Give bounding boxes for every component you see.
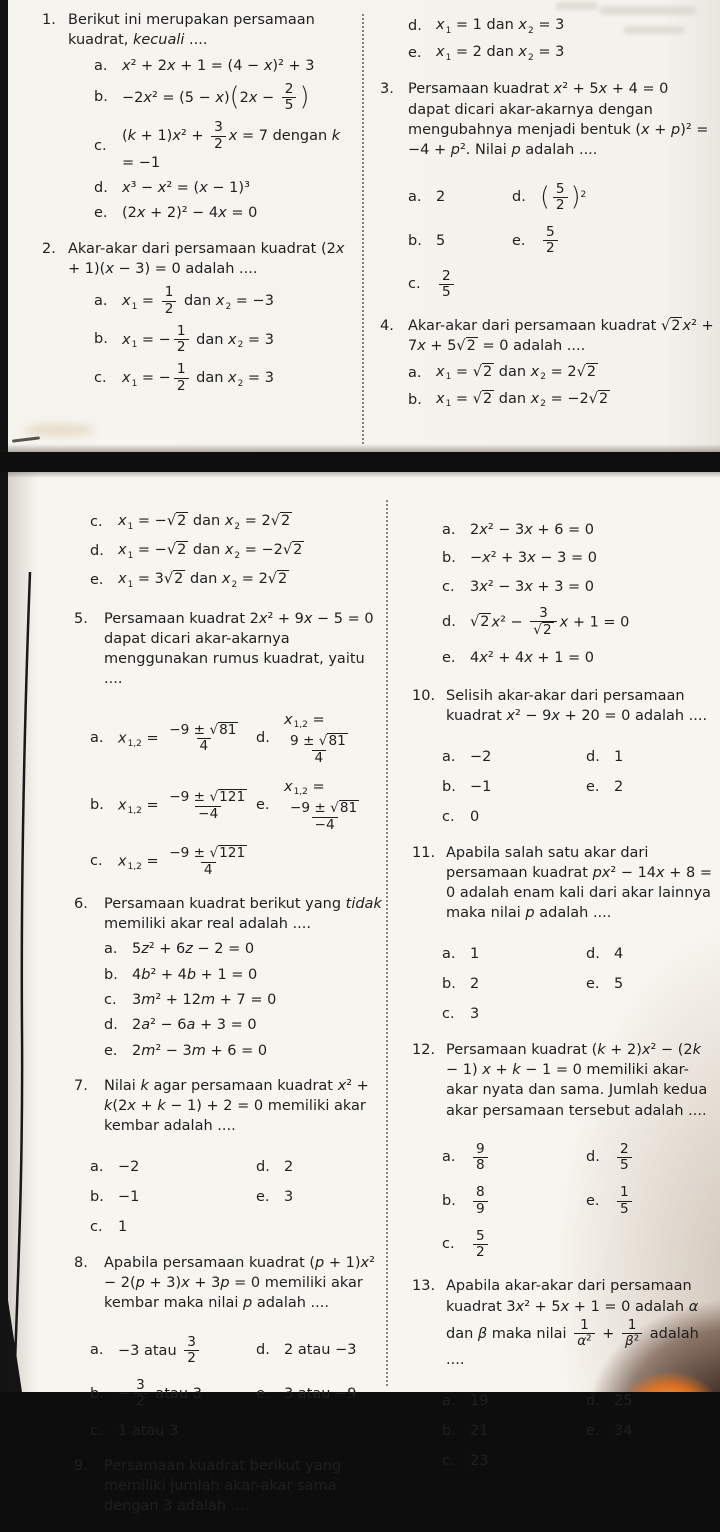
- option-label: c.: [442, 1236, 455, 1253]
- question-number: 11.: [412, 844, 436, 861]
- question-number: 5.: [74, 610, 88, 627]
- option-label: d.: [408, 17, 422, 34]
- option-formula: $x_{1,2}$ = $\frac{9 \pm √81}{4}$: [284, 711, 346, 766]
- option-label: e.: [586, 1192, 600, 1209]
- option-formula: (k + 1)x² + $\frac{3}{2}$ x = 7 dengan k = −1: [122, 119, 341, 171]
- option: [442, 1141, 586, 1175]
- option: [512, 224, 714, 258]
- option-label: c.: [90, 1219, 103, 1236]
- option-label: a.: [104, 941, 118, 958]
- question-text: Apabila akar-akar dari persamaan kuadrat 3x² + 5x + 1 = 0 adalah α dan β maka nilai $\frac{1}{\text{α²}}$ + $\frac{1}{\text{β²}}$ adalah ....: [446, 1278, 699, 1369]
- option: [408, 15, 714, 37]
- option-label: d.: [512, 189, 526, 206]
- option: [90, 540, 384, 562]
- option-label: a.: [408, 189, 422, 206]
- option-label: d.: [256, 1158, 270, 1175]
- question-3-options: [408, 176, 714, 307]
- option: [442, 520, 716, 540]
- option-label: a.: [442, 1149, 456, 1166]
- question-text: Akar-akar dari persamaan kuadrat (2x + 1)(x − 3) = 0 adalah ....: [68, 240, 345, 278]
- option-formula: −3 atau $\frac{3}{2}$: [118, 1334, 256, 1368]
- option-label: e.: [256, 1385, 270, 1402]
- option-formula: $x_{1,2}$ = $\frac{-9 \pm √81}{-4}$: [284, 778, 358, 833]
- question-text: Persamaan kuadrat berikut yang tidak memiliki akar real adalah ....: [104, 895, 382, 933]
- page-2-photo: [8, 472, 720, 1515]
- option: [512, 181, 714, 215]
- option: [94, 119, 356, 173]
- option: [442, 548, 716, 568]
- option: [90, 1334, 256, 1368]
- question-5-options: [90, 705, 384, 884]
- question-number: 3.: [380, 81, 394, 98]
- option-formula: (2x + 2)² − 4x = 0: [122, 205, 258, 222]
- option-label: e.: [408, 45, 422, 62]
- option-label: d.: [94, 180, 108, 197]
- option-label: c.: [90, 513, 103, 530]
- question-2: [42, 239, 356, 400]
- option-label: a.: [442, 1392, 456, 1409]
- option-formula: 19: [470, 1392, 489, 1409]
- option: [442, 1391, 586, 1411]
- option-label: b.: [442, 1192, 456, 1209]
- option-label: c.: [442, 578, 455, 595]
- option-formula: $x_1$ = − $\frac{1}{2}$ dan $x_2 = 3$: [122, 361, 274, 394]
- question-8: [74, 1253, 384, 1319]
- option-label: e.: [586, 1423, 600, 1440]
- option-formula: 4b² + 4b + 1 = 0: [132, 966, 258, 983]
- question-5: [74, 609, 384, 695]
- question-11-options: [442, 939, 716, 1030]
- option: [104, 1041, 384, 1061]
- question-text: Nilai k agar persamaan kuadrat x² + k(2x + k − 1) + 2 = 0 memiliki akar kembar adalah ....: [104, 1077, 369, 1135]
- option-label: a.: [442, 748, 456, 765]
- option-formula: $x_{1,2}$ = $\frac{-9 \pm √121}{4}$: [118, 844, 246, 878]
- option-label: d.: [586, 748, 600, 765]
- option: [256, 1157, 384, 1177]
- option-formula: 2a² − 6a + 3 = 0: [132, 1017, 257, 1034]
- option-label: a.: [408, 364, 422, 381]
- option-label: e.: [256, 797, 270, 814]
- option: [442, 944, 586, 964]
- option: [586, 1421, 716, 1441]
- question-4: [380, 316, 714, 416]
- option-label: c.: [94, 369, 107, 386]
- option-formula: 1: [118, 1219, 128, 1236]
- page1-right-column: [380, 10, 714, 426]
- option-formula: 23: [470, 1453, 489, 1470]
- option-formula: $x_1 = -√2$ dan $x_2 = -2√2$: [118, 542, 303, 561]
- pencil-smudge: [24, 424, 94, 436]
- question-1: [42, 10, 356, 229]
- option-label: c.: [90, 1422, 103, 1439]
- question-10: [412, 686, 716, 732]
- option-formula: $\frac{2}{5}$: [436, 268, 512, 302]
- question-number: 9.: [74, 1457, 88, 1474]
- option: [94, 323, 356, 357]
- option-formula: − $\frac{3}{2}$ atau 3: [118, 1377, 202, 1410]
- question-text: Persamaan kuadrat x² + 5x + 4 = 0 dapat dicari akar-akarnya dengan mengubahnya menjadi bentuk (x + p)² = −4 + p². Nilai p adalah ....: [408, 81, 709, 159]
- question-8-options: [90, 1329, 384, 1446]
- option-label: b.: [90, 1385, 104, 1402]
- question-text: Persamaan kuadrat (k + 2)x² − (2k − 1) x + k − 1 = 0 memiliki akar-akar nyata dan sama. Jumlah kedua akar persamaan tersebut adalah ....: [446, 1041, 708, 1119]
- question-7-options: [90, 1152, 384, 1243]
- question-2-options-continued: [380, 10, 714, 69]
- option-formula: $x_1 = 3√2$ dan $x_2 = 2√2$: [118, 571, 288, 590]
- option-formula: −2x² = (5 − x)(2x − $\frac{2}{5}$ ): [122, 80, 310, 114]
- option-label: d.: [586, 1392, 600, 1409]
- question-number: 1.: [42, 12, 56, 28]
- option: [104, 1015, 384, 1035]
- option-label: c.: [104, 991, 117, 1008]
- option-formula: 2: [284, 1158, 294, 1175]
- option-formula: 1: [470, 945, 480, 962]
- option: [90, 844, 256, 879]
- option: [442, 1004, 586, 1024]
- question-text: Persamaan kuadrat 2x² + 9x − 5 = 0 dapat dicari akar-akarnya menggunakan rumus kuadrat, yaitu ....: [104, 610, 374, 688]
- option-formula: $x_1$ = − $\frac{1}{2}$ dan $x_2 = 3$: [122, 322, 274, 356]
- option: [586, 1184, 716, 1218]
- option: [586, 1141, 716, 1175]
- option: [256, 1377, 384, 1411]
- option-formula: 4x² + 4x + 1 = 0: [470, 649, 595, 666]
- option-label: c.: [408, 276, 421, 293]
- option: [408, 362, 714, 384]
- option-formula: 1 atau 3: [118, 1422, 179, 1439]
- option-label: d.: [586, 1149, 600, 1166]
- option-formula: 4: [614, 945, 624, 962]
- question-12: [412, 1040, 716, 1126]
- option-label: a.: [90, 730, 104, 747]
- page-gap-band: [0, 452, 720, 472]
- option: [256, 1187, 384, 1207]
- option: [90, 1377, 256, 1411]
- option-label: e.: [586, 976, 600, 993]
- option-label: a.: [442, 522, 456, 538]
- option: [256, 777, 384, 834]
- question-text: Berikut ini merupakan persamaan kuadrat, kecuali ....: [68, 12, 315, 49]
- option-label: b.: [442, 976, 456, 993]
- question-text: Selisih akar-akar dari persamaan kuadrat x² − 9x + 20 = 0 adalah ....: [446, 688, 708, 725]
- option: [90, 1157, 256, 1177]
- option-formula: −1: [118, 1189, 140, 1206]
- option-formula: 2m² − 3m + 6 = 0: [132, 1042, 268, 1059]
- ink-dash-smudge: [12, 436, 40, 442]
- option-label: d.: [104, 1017, 118, 1034]
- option-formula: $\frac{2}{5}$: [614, 1141, 716, 1175]
- option-formula: 3: [470, 1006, 480, 1023]
- question-4-options-continued: [74, 504, 384, 599]
- option-formula: $x_1 = 2$ dan $x_2 = 3$: [436, 44, 565, 63]
- option-label: e.: [94, 205, 108, 222]
- option: [442, 974, 586, 994]
- option: [104, 990, 384, 1010]
- option-label: e.: [586, 778, 600, 795]
- option: [586, 974, 716, 994]
- option-formula: √2 x² − $\frac{3}{√2}$ x + 1 = 0: [470, 604, 630, 639]
- option: [442, 1228, 586, 1262]
- option-label: a.: [442, 945, 456, 962]
- option-label: b.: [94, 89, 108, 106]
- option-label: c.: [90, 853, 103, 870]
- option-formula: 2 atau −3: [284, 1342, 357, 1359]
- option-label: b.: [90, 1189, 104, 1206]
- option-label: e.: [104, 1042, 118, 1059]
- question-9-options-continued: [412, 512, 716, 676]
- option-label: b.: [94, 331, 108, 348]
- option: [442, 605, 716, 640]
- page2-right-column: [412, 512, 716, 1477]
- question-number: 6.: [74, 895, 88, 912]
- question-text: Persamaan kuadrat berikut yang memiliki jumlah akar-akar sama dengan 3 adalah ....: [104, 1457, 342, 1515]
- column-divider: [362, 14, 364, 444]
- question-number: 12.: [412, 1041, 436, 1058]
- question-11: [412, 843, 716, 929]
- option-label: d.: [586, 945, 600, 962]
- option: [408, 389, 714, 411]
- option-formula: $x_1$ = $\frac{1}{2}$ dan $x_2 = -3$: [122, 284, 274, 317]
- option-label: b.: [442, 550, 456, 567]
- question-13: [412, 1276, 716, 1375]
- option: [442, 747, 586, 767]
- option: [586, 747, 716, 767]
- option-formula: 2: [470, 976, 480, 993]
- option: [442, 1184, 586, 1218]
- page2-left-column: [74, 504, 384, 1532]
- question-3: [380, 79, 714, 165]
- question-number: 8.: [74, 1254, 88, 1271]
- book-gutter-shadow: [8, 472, 42, 1392]
- option-label: b.: [90, 797, 104, 814]
- option-formula: −1: [470, 778, 492, 795]
- option: [94, 361, 356, 395]
- option: [408, 42, 714, 64]
- option-label: e.: [90, 572, 104, 589]
- option-label: e.: [256, 1189, 270, 1206]
- option-formula: 5: [614, 976, 624, 993]
- option-formula: $\frac{5}{2}$: [540, 224, 714, 258]
- option: [104, 965, 384, 985]
- option-formula: $\frac{8}{9}$: [470, 1184, 586, 1218]
- page1-left-column: [42, 10, 356, 410]
- option: [442, 807, 586, 827]
- option-label: d.: [256, 1342, 270, 1359]
- option: [442, 1451, 586, 1471]
- option: [90, 1187, 256, 1207]
- option-label: d.: [256, 730, 270, 747]
- option: [104, 939, 384, 959]
- option-formula: −2: [470, 748, 492, 765]
- option-formula: $x_{1,2}$ = $\frac{-9 \pm √81}{4}$: [118, 721, 237, 755]
- option: [442, 577, 716, 597]
- option-label: d.: [442, 614, 456, 631]
- question-13-options: [442, 1386, 716, 1477]
- option-formula: 2: [436, 189, 446, 206]
- option-formula: x² + 2x + 1 = (4 − x)² + 3: [122, 57, 315, 74]
- question-10-options: [442, 742, 716, 833]
- option-formula: 3m² + 12m + 7 = 0: [132, 991, 277, 1008]
- option-formula: $x_1 = 1$ dan $x_2 = 3$: [436, 17, 565, 36]
- question-9: [74, 1456, 384, 1522]
- option-formula: 1: [614, 748, 624, 765]
- column-divider: [386, 500, 388, 1386]
- option-formula: 34: [614, 1423, 633, 1440]
- option-label: e.: [442, 649, 456, 666]
- option-label: c.: [442, 809, 455, 826]
- option-label: a.: [94, 292, 108, 309]
- option-label: b.: [104, 966, 118, 983]
- option: [90, 1421, 256, 1441]
- option-formula: 5z² + 6z − 2 = 0: [132, 941, 255, 958]
- question-6: [74, 894, 384, 1066]
- option-formula: x³ − x² = (x − 1)³: [122, 180, 250, 197]
- option: [408, 268, 512, 302]
- option-label: b.: [442, 1423, 456, 1440]
- option-formula: 2x² − 3x + 6 = 0: [470, 522, 595, 538]
- option: [586, 944, 716, 964]
- option: [90, 710, 256, 767]
- question-text: Apabila salah satu akar dari persamaan kuadrat px² − 14x + 8 = 0 adalah enam kali dari akar lainnya maka nilai p adalah ....: [446, 844, 712, 922]
- option-formula: 21: [470, 1423, 489, 1440]
- option-label: a.: [90, 1342, 104, 1359]
- option-label: c.: [442, 1006, 455, 1023]
- question-number: 4.: [380, 318, 394, 335]
- option: [90, 777, 256, 834]
- option-formula: −x² + 3x − 3 = 0: [470, 550, 597, 567]
- option: [90, 1217, 256, 1237]
- option-formula: $x_1 = √2$ dan $x_2 = -2√2$: [436, 390, 609, 410]
- option: [256, 710, 384, 767]
- option-formula: 3: [284, 1189, 294, 1206]
- option: [94, 178, 356, 198]
- question-number: 2.: [42, 240, 56, 257]
- option-formula: $\frac{1}{5}$: [614, 1184, 716, 1218]
- option-label: a.: [94, 57, 108, 74]
- option-formula: 0: [470, 809, 480, 826]
- option-formula: ( $\frac{5}{2}$ )$^2$: [540, 180, 587, 213]
- option: [90, 569, 384, 591]
- question-text: Akar-akar dari persamaan kuadrat √2 x² + 7x + 5√2 = 0 adalah ....: [408, 318, 714, 355]
- option-label: d.: [90, 543, 104, 560]
- option: [442, 1421, 586, 1441]
- question-number: 10.: [412, 688, 436, 705]
- question-text: Apabila persamaan kuadrat (p + 1)x² − 2(p + 3)x + 3p = 0 memiliki akar kembar maka nilai p adalah ....: [104, 1254, 375, 1312]
- option-formula: 5: [436, 232, 446, 249]
- option: [94, 56, 356, 76]
- option: [94, 284, 356, 318]
- option-formula: $x_1 = √2$ dan $x_2 = 2√2$: [436, 363, 597, 383]
- ink-bleed-ghost: [556, 2, 598, 10]
- option-formula: $\frac{9}{8}$: [470, 1141, 586, 1175]
- option: [442, 648, 716, 668]
- option-formula: 3 atau −9: [284, 1385, 357, 1402]
- question-12-options: [442, 1136, 716, 1267]
- option-formula: 25: [614, 1392, 633, 1409]
- option: [94, 203, 356, 223]
- option: [586, 1391, 716, 1411]
- option: [90, 511, 384, 533]
- question-number: 13.: [412, 1278, 436, 1295]
- option-formula: $x_1 = -√2$ dan $x_2 = 2√2$: [118, 513, 291, 532]
- option: [408, 181, 512, 215]
- question-7: [74, 1076, 384, 1142]
- option-label: b.: [442, 778, 456, 795]
- page-1-photo: [8, 0, 720, 452]
- option: [408, 224, 512, 258]
- option-label: e.: [512, 232, 526, 249]
- option-label: b.: [408, 391, 422, 408]
- option: [442, 777, 586, 797]
- option: [586, 777, 716, 797]
- option-formula: −2: [118, 1158, 140, 1175]
- option-label: a.: [90, 1158, 104, 1175]
- option-formula: $x_{1,2}$ = $\frac{-9 \pm √121}{-4}$: [118, 788, 246, 822]
- option: [256, 1334, 384, 1368]
- option-formula: $\frac{5}{2}$: [470, 1228, 586, 1262]
- option-label: c.: [94, 138, 107, 155]
- option: [94, 81, 356, 115]
- option-formula: 2: [614, 778, 624, 795]
- option-label: c.: [442, 1453, 455, 1470]
- option-formula: 3x² − 3x + 3 = 0: [470, 578, 595, 595]
- option-label: b.: [408, 232, 422, 249]
- question-number: 7.: [74, 1077, 88, 1094]
